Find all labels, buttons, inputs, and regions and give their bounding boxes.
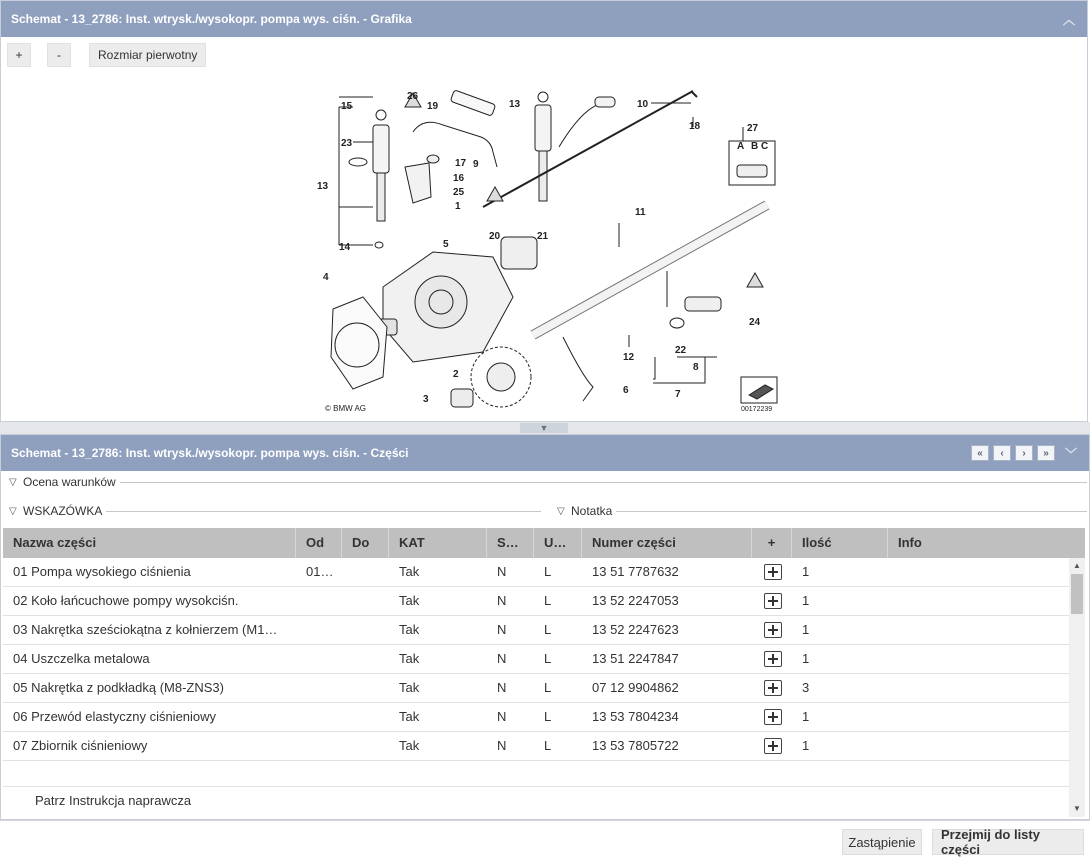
conditions-section[interactable] <box>9 475 1087 489</box>
callout-label: 17 <box>455 158 467 169</box>
conditions-label: Ocena warunków <box>23 475 116 489</box>
splitter-chevron-down-icon[interactable]: ▼ <box>520 423 568 433</box>
part-to <box>342 645 389 674</box>
parts-diagram[interactable] <box>313 87 791 417</box>
part-from <box>296 674 342 703</box>
part-to <box>342 674 389 703</box>
part-info <box>888 645 1069 674</box>
part-from: 01… <box>306 564 334 579</box>
zoom-in-button[interactable]: + <box>7 43 31 67</box>
callout-label: 11 <box>635 207 646 218</box>
part-kat: Tak <box>399 593 420 608</box>
empty-row <box>3 761 1069 787</box>
part-name: 04 Uszczelka metalowa <box>13 651 150 666</box>
part-name: 03 Nakrętka sześciokątna z kołnierzem (M1… <box>13 622 278 637</box>
callout-label: 23 <box>341 138 353 149</box>
part-u: L <box>544 564 552 579</box>
original-size-button[interactable]: Rozmiar pierwotny <box>89 43 206 67</box>
add-to-list-icon[interactable] <box>764 680 782 696</box>
column-header-info[interactable]: Info <box>898 535 922 550</box>
part-quantity: 1 <box>802 593 810 608</box>
callout-label: 24 <box>749 317 761 328</box>
graphic-panel-title: Schemat - 13_2786: Inst. wtrysk./wysokopr. pompa wys. ciśn. - Grafika <box>11 12 412 26</box>
callout-label: 14 <box>339 242 351 253</box>
graphic-panel <box>0 0 1088 422</box>
column-header-add[interactable]: + <box>752 528 792 558</box>
callout-label: 2 <box>453 369 459 380</box>
part-u: L <box>544 709 552 724</box>
last-page-icon[interactable]: » <box>1037 445 1055 461</box>
part-info <box>888 587 1069 616</box>
add-to-list-icon[interactable] <box>764 651 782 667</box>
add-to-list-icon[interactable] <box>764 709 782 725</box>
part-name: 01 Pompa wysokiego ciśnienia <box>13 564 191 579</box>
part-name: 07 Zbiornik ciśnieniowy <box>13 738 148 753</box>
scroll-down-icon[interactable]: ▼ <box>1073 804 1081 813</box>
part-number: 13 52 2247053 <box>592 593 679 608</box>
column-header-to[interactable]: Do <box>342 528 389 558</box>
part-quantity: 1 <box>802 622 810 637</box>
part-s: N <box>497 680 507 695</box>
callout-label: 5 <box>443 239 449 250</box>
callout-label: A <box>737 141 745 152</box>
column-header-from[interactable]: Od <box>296 528 342 558</box>
table-row[interactable] <box>3 645 1069 674</box>
callout-label: 22 <box>675 345 687 356</box>
parts-grid-body <box>3 558 1069 817</box>
parts-panel-header <box>1 435 1089 471</box>
add-to-list-icon[interactable] <box>764 622 782 638</box>
callout-label: 20 <box>489 231 501 242</box>
part-to <box>342 732 389 761</box>
prev-page-icon[interactable]: ‹ <box>993 445 1011 461</box>
add-to-list-icon[interactable] <box>764 593 782 609</box>
part-info <box>888 616 1069 645</box>
part-info <box>888 703 1069 732</box>
image-number: 00172239 <box>741 406 773 413</box>
column-header-s[interactable]: S… <box>487 528 534 558</box>
callout-label: 16 <box>453 173 465 184</box>
part-from <box>296 616 342 645</box>
part-from <box>296 703 342 732</box>
callout-label: 4 <box>323 272 329 283</box>
parts-panel <box>0 434 1090 820</box>
part-kat: Tak <box>399 564 420 579</box>
scroll-up-icon[interactable]: ▲ <box>1073 561 1081 570</box>
table-row[interactable] <box>3 616 1069 645</box>
footer-bar <box>0 820 1090 855</box>
part-info <box>888 732 1069 761</box>
part-s: N <box>497 564 507 579</box>
callout-label: 15 <box>341 101 353 112</box>
part-kat: Tak <box>399 709 420 724</box>
part-number: 13 53 7805722 <box>592 738 679 753</box>
part-to <box>342 558 389 587</box>
table-row[interactable] <box>3 732 1069 761</box>
part-quantity: 1 <box>802 738 810 753</box>
part-info <box>888 558 1069 587</box>
callout-label: 18 <box>689 121 701 132</box>
part-kat: Tak <box>399 680 420 695</box>
part-quantity: 1 <box>802 709 810 724</box>
add-to-list-icon[interactable] <box>764 564 782 580</box>
part-s: N <box>497 651 507 666</box>
callout-label: 9 <box>473 159 479 170</box>
part-u: L <box>544 651 552 666</box>
callout-label: 1 <box>455 201 461 212</box>
column-header-kat[interactable]: KAT <box>389 528 487 558</box>
part-s: N <box>497 622 507 637</box>
part-to <box>342 616 389 645</box>
callout-label: B C <box>751 141 769 152</box>
column-header-quantity[interactable]: Ilość <box>792 528 888 558</box>
transfer-to-parts-list-button[interactable]: Przejmij do listy części <box>932 829 1084 855</box>
part-s: N <box>497 593 507 608</box>
replace-button[interactable]: Zastąpienie <box>842 829 922 855</box>
part-from <box>296 587 342 616</box>
part-u: L <box>544 680 552 695</box>
callout-label: 6 <box>623 385 629 396</box>
part-name: 06 Przewód elastyczny ciśnieniowy <box>13 709 217 724</box>
part-number: 13 52 2247623 <box>592 622 679 637</box>
hint-label: WSKAZÓWKA <box>23 504 103 518</box>
part-number: 13 53 7804234 <box>592 709 679 724</box>
callout-label: 13 <box>509 99 521 110</box>
callout-label: 26 <box>407 91 419 102</box>
vertical-scrollbar[interactable] <box>1069 558 1085 817</box>
part-number: 13 51 2247847 <box>592 651 679 666</box>
chevron-down-icon: ▽ <box>9 476 17 488</box>
callout-label: 3 <box>423 394 429 405</box>
table-row[interactable] <box>3 587 1069 616</box>
column-header-part-number[interactable]: Numer części <box>582 528 752 558</box>
parts-panel-title: Schemat - 13_2786: Inst. wtrysk./wysokopr. pompa wys. ciśn. - Części <box>11 446 409 460</box>
part-info <box>888 674 1069 703</box>
part-number: 07 12 9904862 <box>592 680 679 695</box>
add-to-list-icon[interactable] <box>764 738 782 754</box>
part-u: L <box>544 622 552 637</box>
part-s: N <box>497 738 507 753</box>
repair-instruction-note[interactable]: Patrz Instrukcja naprawcza <box>35 793 192 808</box>
callout-label: 21 <box>537 231 549 242</box>
next-page-icon[interactable]: › <box>1015 445 1033 461</box>
callout-label: 12 <box>623 352 635 363</box>
note-label: Notatka <box>571 504 613 518</box>
callout-label: 10 <box>637 99 649 110</box>
part-from <box>296 732 342 761</box>
part-kat: Tak <box>399 738 420 753</box>
callout-label: 25 <box>453 187 465 198</box>
part-kat: Tak <box>399 622 420 637</box>
scroll-thumb[interactable] <box>1071 574 1083 614</box>
part-quantity: 3 <box>802 680 810 695</box>
zoom-out-button[interactable]: - <box>47 43 71 67</box>
part-quantity: 1 <box>802 651 810 666</box>
collapse-chevron-up-icon[interactable]: ︿ <box>1062 12 1075 27</box>
part-name: 02 Koło łańcuchowe pompy wysokciśn. <box>13 593 239 608</box>
callout-label: 27 <box>747 123 759 134</box>
table-row[interactable] <box>3 674 1069 703</box>
part-to <box>342 703 389 732</box>
collapse-chevron-down-icon[interactable]: ﹀ <box>1064 446 1077 461</box>
parts-grid-header <box>3 528 1085 558</box>
chevron-down-icon: ▽ <box>9 505 17 517</box>
zoom-toolbar <box>7 43 206 67</box>
table-row[interactable] <box>3 558 1069 587</box>
part-name: 05 Nakrętka z podkładką (M8-ZNS3) <box>13 680 224 695</box>
graphic-panel-header <box>1 1 1087 37</box>
part-u: L <box>544 593 552 608</box>
callout-label: 13 <box>317 181 329 192</box>
part-u: L <box>544 738 552 753</box>
part-number: 13 51 7787632 <box>592 564 679 579</box>
first-page-icon[interactable]: « <box>971 445 989 461</box>
panel-splitter[interactable] <box>0 422 1090 434</box>
callout-label: 8 <box>693 362 699 373</box>
part-kat: Tak <box>399 651 420 666</box>
part-to <box>342 587 389 616</box>
callout-label: 7 <box>675 389 681 400</box>
part-quantity: 1 <box>802 564 810 579</box>
note-section[interactable] <box>557 504 1087 518</box>
hint-section[interactable] <box>9 504 541 518</box>
callout-label: 19 <box>427 101 439 112</box>
column-header-u[interactable]: U… <box>534 528 582 558</box>
chevron-down-icon: ▽ <box>557 505 565 517</box>
pagination-nav <box>971 445 1055 461</box>
table-row[interactable] <box>3 703 1069 732</box>
part-from <box>296 645 342 674</box>
copyright-text: © BMW AG <box>325 404 367 413</box>
column-header-name[interactable]: Nazwa części <box>3 528 296 558</box>
part-s: N <box>497 709 507 724</box>
